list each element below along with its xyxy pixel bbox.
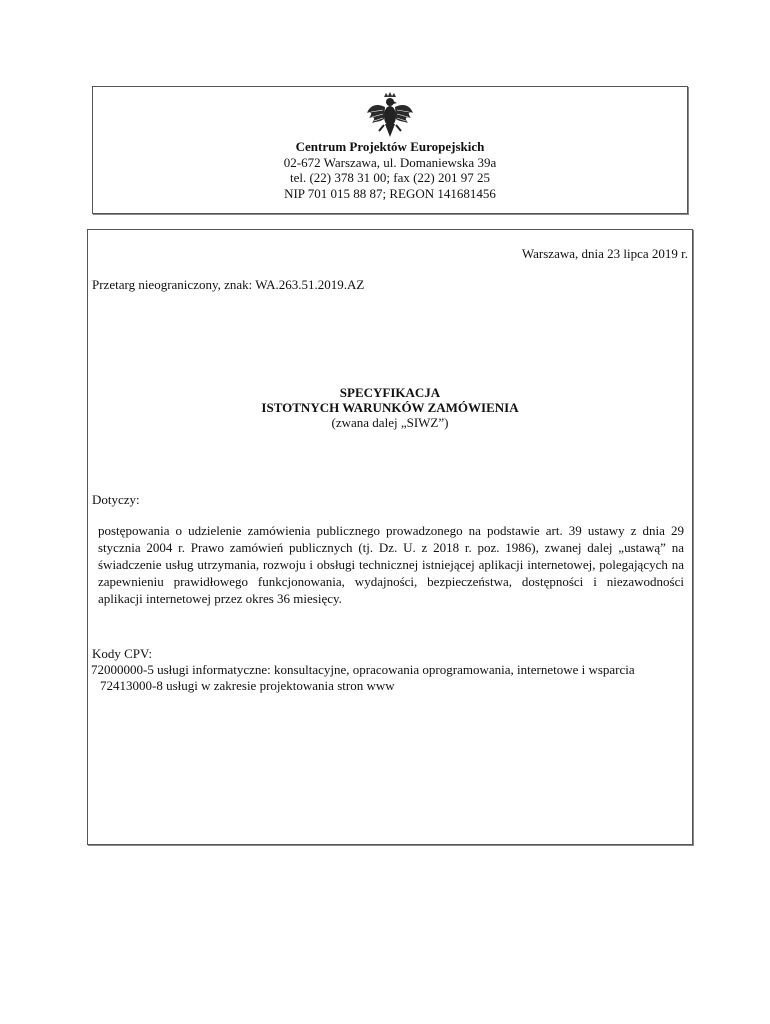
organization-name: Centrum Projektów Europejskich [295, 139, 485, 154]
organization-phone-fax: tel. (22) 378 31 00; fax (22) 201 97 25 [289, 170, 491, 185]
concerns-label: Dotyczy: [92, 492, 140, 507]
document-date: Warszawa, dnia 23 lipca 2019 r. [521, 246, 688, 261]
cpv-code-2: 72413000-8 usługi w zakresie projektowania stron www [100, 678, 395, 693]
document-box [87, 229, 693, 845]
organization-nip-regon: NIP 701 015 88 87; REGON 141681456 [284, 185, 496, 201]
cpv-code-1: 72000000-5 usługi informatyczne: konsultacyjne, opracowania oprogramowania, internetowe i wsparcia [91, 662, 635, 677]
tender-reference: Przetarg nieograniczony, znak: WA.263.51.2019.AZ [92, 277, 365, 292]
organization-block [93, 139, 687, 201]
title-line-3: (zwana dalej „SIWZ”) [331, 415, 449, 430]
polish-eagle-icon [365, 91, 415, 141]
header-box [92, 86, 688, 214]
cpv-label: Kody CPV: [92, 646, 153, 661]
title-line-1: SPECYFIKACJA [339, 385, 441, 400]
title-line-2: ISTOTNYCH WARUNKÓW ZAMÓWIENIA [261, 400, 519, 415]
procedure-description: postępowania o udzielenie zamówienia publicznego prowadzonego na podstawie art. 39 ustawy z dnia 29 stycznia 2004 r. Prawo zamówień publicznych (tj. Dz. U. z 2018 r. poz. 1986), zwanej dalej „ustawą” na świadczenie usług utrzymania, rozwoju i obsługi technicznej istniejącej aplikacji internetowej, polegających na zapewnieniu prawidłowego funkcjonowania, wydajności, bezpieczeństwa, dostępności i niezawodności aplikacji internetowej przez okres 36 miesięcy. [98, 523, 684, 606]
document-title [88, 385, 692, 430]
organization-address: 02-672 Warszawa, ul. Domaniewska 39a [283, 154, 497, 170]
